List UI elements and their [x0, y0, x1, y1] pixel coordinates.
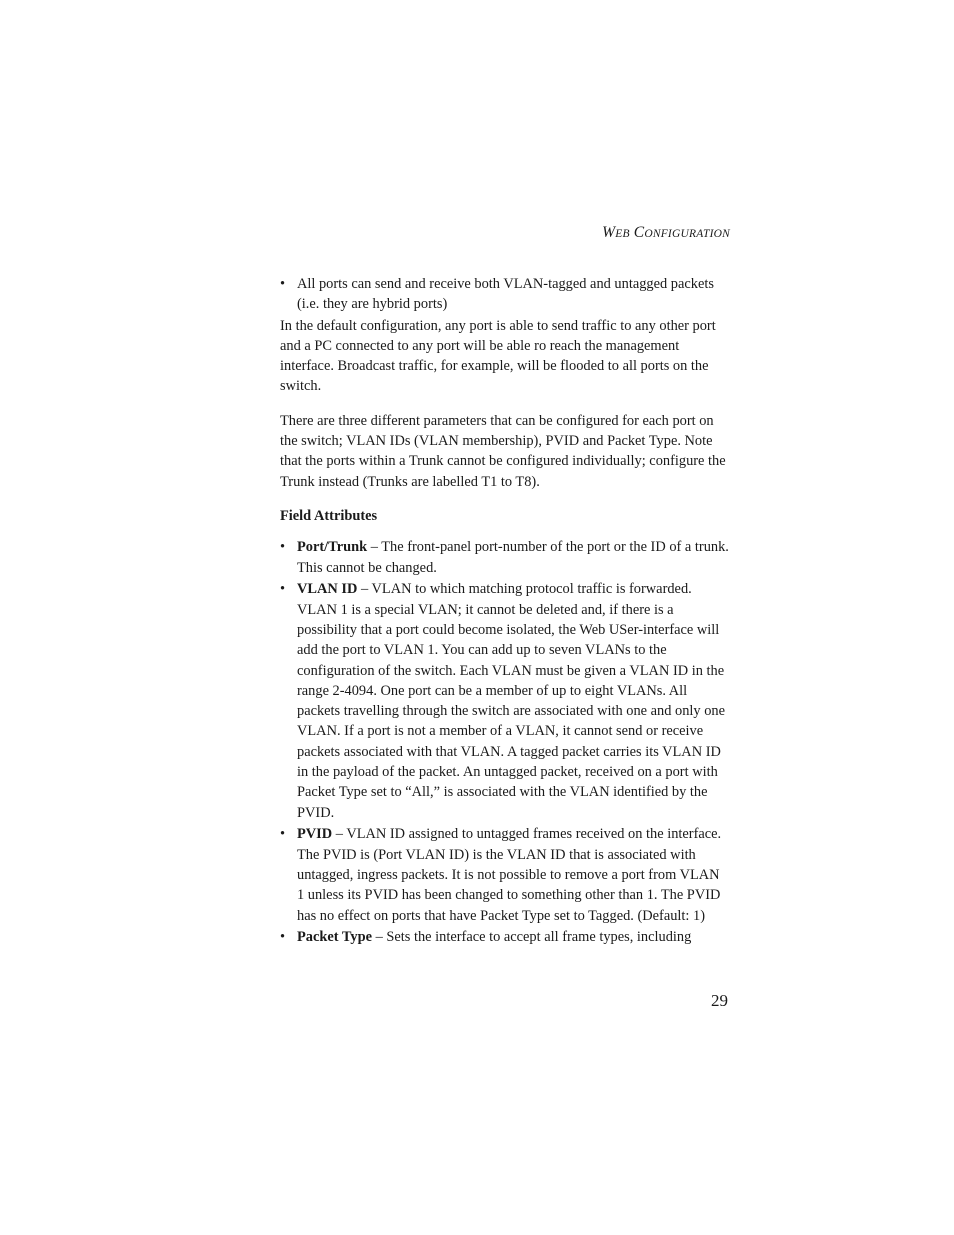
field-term: VLAN ID — [297, 581, 358, 598]
bullet-text: All ports can send and receive both VLAN-tagged and untagged packets (i.e. they are hybrid ports) — [297, 276, 714, 313]
header-part: W — [602, 224, 616, 241]
field-term: Packet Type — [297, 929, 373, 946]
field-attributes-list — [280, 537, 730, 947]
field-description: – The front-panel port-number of the port or the ID of a trunk. This cannot be changed. — [297, 539, 729, 576]
bullet-dot: • — [280, 581, 286, 598]
field-description: – Sets the interface to accept all frame types, including — [372, 929, 692, 946]
header-part: C — [629, 224, 645, 241]
field-description: – VLAN ID assigned to untagged frames received on the interface. The PVID is (Port VLAN ID) is the VLAN ID that is associated with untagged, ingress packets. It is not possible to remove a port from VLAN 1 unless its PVID has been changed to something other than 1. The PVID has no effect on ports that have Packet Type set to Tagged. (Default: 1) — [297, 826, 722, 924]
list-item — [280, 579, 730, 823]
bullet-dot: • — [280, 276, 286, 292]
section-heading: Field Attributes — [280, 507, 378, 524]
bullet-dot: • — [280, 826, 286, 843]
header-part: EB — [615, 228, 630, 240]
page-body — [280, 274, 730, 949]
hybrid-ports-bullet — [280, 274, 730, 315]
bullet-dot: • — [280, 929, 286, 946]
running-header — [602, 224, 730, 242]
parameters-paragraph: There are three different parameters that can be configured for each port on the switch; VLAN IDs (VLAN membership), PVID and Packet Type. Note that the ports within a Trunk cannot be configured individually; configure the Trunk instead (Trunks are labelled T1 to T8). — [280, 412, 726, 490]
header-part: ONFIGURATION — [644, 228, 730, 240]
default-config-paragraph: In the default configuration, any port is able to send traffic to any other port and a PC connected to any port will be able ro reach the management interface. Broadcast traffic, for example, will be flooded to all ports on the switch. — [280, 317, 716, 395]
list-item — [280, 927, 730, 947]
list-item — [280, 537, 730, 578]
list-item — [280, 824, 730, 925]
field-description: – VLAN to which matching protocol traffic is forwarded. VLAN 1 is a special VLAN; it cannot be deleted and, if there is a possibility that a port could become isolated, the Web USer-interface will add the port to VLAN 1. You can add up to seven VLANs to the configuration of the switch. Each VLAN must be given a VLAN ID in the range 2-4094. One port can be a member of up to eight VLANs. All packets travelling through the switch are associated with one and only one VLAN. If a port is not a member of a VLAN, it cannot send or receive packets associated with that VLAN. A tagged packet carries its VLAN ID in the payload of the packet. An untagged packet, received on a port with Packet Type set to “All,” is associated with the VLAN identified by the PVID. — [297, 581, 725, 821]
page-number: 29 — [711, 991, 728, 1010]
field-term: PVID — [297, 826, 333, 843]
bullet-dot: • — [280, 539, 286, 556]
field-term: Port/Trunk — [297, 539, 368, 556]
